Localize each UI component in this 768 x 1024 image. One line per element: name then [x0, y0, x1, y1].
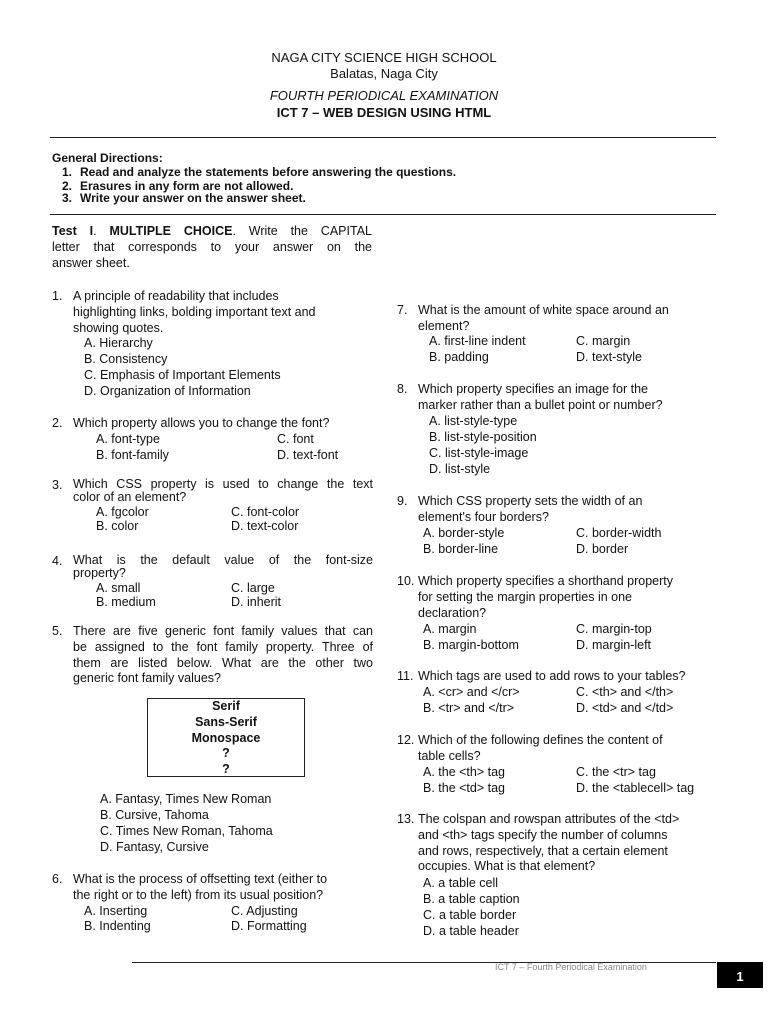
question-text	[418, 812, 718, 875]
test-instruction: Write the CAPITAL	[248, 224, 372, 238]
question-line: element's four borders?	[418, 509, 549, 524]
answer-option: D. margin-left	[576, 638, 652, 652]
answer-option: D. text-font	[277, 448, 339, 462]
direction-text: Read and analyze the statements before answering the questions.	[80, 165, 457, 179]
question-line: Which property allows you to change the font?	[73, 416, 330, 430]
question-line: for setting the margin properties in one	[418, 589, 633, 604]
question-number: 5.	[52, 624, 63, 638]
test-heading: Test I. MULTIPLE CHOICE. Write the CAPITAL letter that corresponds to your answer on the answer sheet.	[52, 224, 372, 270]
question-line: marker rather than a bullet point or number?	[418, 397, 663, 412]
footer-text: ICT 7 – Fourth Periodical Examination	[495, 962, 647, 972]
box-item: Sans-Serif	[195, 714, 257, 729]
question-line: color of an element?	[73, 490, 187, 504]
answer-option: D. <td> and </td>	[576, 701, 674, 715]
question-line: them are listed below. What are the other two	[73, 655, 373, 670]
answer-option: B. list-style-position	[429, 430, 537, 444]
question-line: occupies. What is that element?	[418, 859, 596, 874]
answer-option: C. a table border	[423, 908, 517, 922]
answer-option: A. small	[96, 581, 141, 595]
answer-option: C. Adjusting	[231, 904, 298, 918]
direction-number: 1.	[61, 165, 72, 179]
box-item: Monospace	[191, 730, 261, 745]
answer-option: B. <tr> and </tr>	[423, 701, 515, 715]
question-line: the right or to the left) from its usual position?	[73, 887, 324, 902]
answer-option: D. Organization of Information	[84, 384, 251, 398]
box-item: ?	[222, 762, 230, 777]
direction-text: Write your answer on the answer sheet.	[80, 191, 306, 205]
box-item: ?	[222, 746, 230, 761]
answer-option: D. the <tablecell> tag	[576, 781, 695, 795]
answer-option: B. a table caption	[423, 892, 520, 906]
box-item: Serif	[212, 699, 240, 713]
question-number: 12.	[397, 733, 415, 747]
question-number: 7.	[397, 303, 408, 317]
answer-option: C. <th> and </th>	[576, 685, 674, 699]
answer-option: C. large	[231, 581, 275, 595]
question-line: and <th> tags specify the number of columns	[418, 827, 668, 842]
answer-option: A. the <th> tag	[423, 765, 506, 779]
answer-option: B. border-line	[423, 542, 499, 556]
answer-option: C. margin	[576, 334, 631, 348]
question-number: 4.	[52, 554, 63, 568]
question-line: What is the process of offsetting text (either to	[73, 872, 328, 886]
answer-option: C. list-style-image	[429, 446, 529, 460]
exam-title: FOURTH PERIODICAL EXAMINATION	[269, 88, 499, 103]
answer-option: B. font-family	[96, 448, 169, 462]
answer-option: A. margin	[423, 622, 477, 636]
answer-option: B. Indenting	[84, 919, 151, 933]
answer-option: B. margin-bottom	[423, 638, 519, 652]
question-text	[418, 303, 718, 335]
question-line: be assigned to the font family property. Three of	[73, 639, 373, 654]
answer-option: A. Inserting	[84, 904, 148, 918]
header-divider	[50, 137, 716, 138]
question-line: table cells?	[418, 748, 481, 763]
answer-option: D. text-color	[231, 519, 299, 533]
answer-option: A. a table cell	[423, 876, 499, 890]
answer-option: D. list-style	[429, 462, 491, 476]
direction-number: 2.	[61, 179, 72, 193]
direction-number: 3.	[61, 191, 72, 205]
answer-option: A. Hierarchy	[84, 336, 153, 350]
page-number: 1	[717, 962, 763, 988]
question-number: 3.	[52, 478, 63, 492]
question-line: There are five generic font family values that can	[73, 624, 373, 638]
answer-option: A. font-type	[96, 432, 160, 446]
question-line: declaration?	[418, 605, 487, 620]
question-number: 6.	[52, 872, 63, 886]
question-line: highlighting links, bolding important text and	[73, 304, 316, 319]
answer-option: C. Times New Roman, Tahoma	[100, 824, 273, 838]
answer-option: C. Emphasis of Important Elements	[84, 368, 281, 382]
question-line: The colspan and rowspan attributes of the <td>	[418, 812, 680, 826]
answer-option: A. list-style-type	[429, 414, 518, 428]
question-number: 13.	[397, 812, 415, 826]
answer-option: B. the <td> tag	[423, 781, 506, 795]
question-text	[418, 733, 718, 765]
answer-option: C. border-width	[576, 526, 662, 540]
answer-option: B. Cursive, Tahoma	[100, 808, 209, 822]
question-text	[73, 478, 373, 504]
test-instruction: letter that corresponds to your answer on the	[52, 240, 372, 254]
question-line: A principle of readability that includes	[73, 289, 279, 303]
question-line: element?	[418, 318, 470, 333]
test-title: MULTIPLE CHOICE	[109, 224, 233, 238]
question-text	[73, 289, 373, 336]
answer-option: D. a table header	[423, 924, 519, 938]
question-line: Which property specifies a shorthand property	[418, 574, 673, 588]
direction-text: Erasures in any form are not allowed.	[80, 179, 294, 193]
question-text	[418, 574, 718, 621]
answer-option: A. first-line indent	[429, 334, 526, 348]
question-line: What is the amount of white space around an	[418, 303, 669, 317]
question-line: Which CSS property sets the width of an	[418, 494, 643, 508]
question-line: Which CSS property is used to change the text	[73, 477, 373, 491]
direction-item	[44, 191, 306, 205]
question-line: and rows, respectively, that a certain element	[418, 843, 668, 858]
question-text	[73, 554, 373, 580]
school-name: NAGA CITY SCIENCE HIGH SCHOOL	[271, 50, 497, 65]
question-number: 11.	[397, 669, 414, 683]
question-line: Which of the following defines the content of	[418, 733, 663, 747]
question-number: 10.	[397, 574, 415, 588]
answer-option: D. inherit	[231, 595, 282, 609]
answer-option: B. Consistency	[84, 352, 168, 366]
answer-option: A. border-style	[423, 526, 505, 540]
answer-option: C. the <tr> tag	[576, 765, 656, 779]
question-number: 2.	[52, 416, 63, 430]
question-line: generic font family values?	[73, 671, 221, 686]
question-line: Which property specifies an image for the	[418, 382, 648, 396]
question-text	[418, 669, 718, 685]
answer-option: A. <cr> and </cr>	[423, 685, 520, 699]
directions-divider	[50, 214, 716, 215]
answer-option: C. margin-top	[576, 622, 652, 636]
question-number: 8.	[397, 382, 408, 396]
answer-option: A. fgcolor	[96, 505, 149, 519]
answer-option: D. Formatting	[231, 919, 307, 933]
question-text	[73, 624, 373, 687]
subject-title: ICT 7 – WEB DESIGN USING HTML	[276, 105, 492, 120]
question-line: showing quotes.	[73, 320, 164, 335]
question-text	[73, 416, 373, 432]
direction-item	[44, 165, 456, 179]
question-text	[418, 494, 718, 526]
answer-option: D. text-style	[576, 350, 642, 364]
question-number: 9.	[397, 494, 408, 508]
question-line: What is the default value of the font-size	[73, 553, 373, 567]
question-text	[73, 872, 373, 904]
answer-option: B. medium	[96, 595, 156, 609]
answer-option: B. color	[96, 519, 139, 533]
test-label: Test I	[52, 224, 94, 238]
question-line: Which tags are used to add rows to your tables?	[418, 669, 686, 683]
answer-option: C. font-color	[231, 505, 300, 519]
directions-title: General Directions:	[52, 151, 163, 165]
question-line: property?	[73, 566, 126, 580]
question-text	[418, 382, 718, 414]
answer-option: B. padding	[429, 350, 489, 364]
question-number: 1.	[52, 289, 63, 303]
answer-option: A. Fantasy, Times New Roman	[100, 792, 272, 806]
test-instruction: answer sheet.	[52, 256, 130, 270]
school-address: Balatas, Naga City	[330, 66, 438, 81]
font-family-box	[147, 698, 305, 777]
answer-option: D. border	[576, 542, 629, 556]
answer-option: C. font	[277, 432, 314, 446]
answer-option: D. Fantasy, Cursive	[100, 840, 209, 854]
